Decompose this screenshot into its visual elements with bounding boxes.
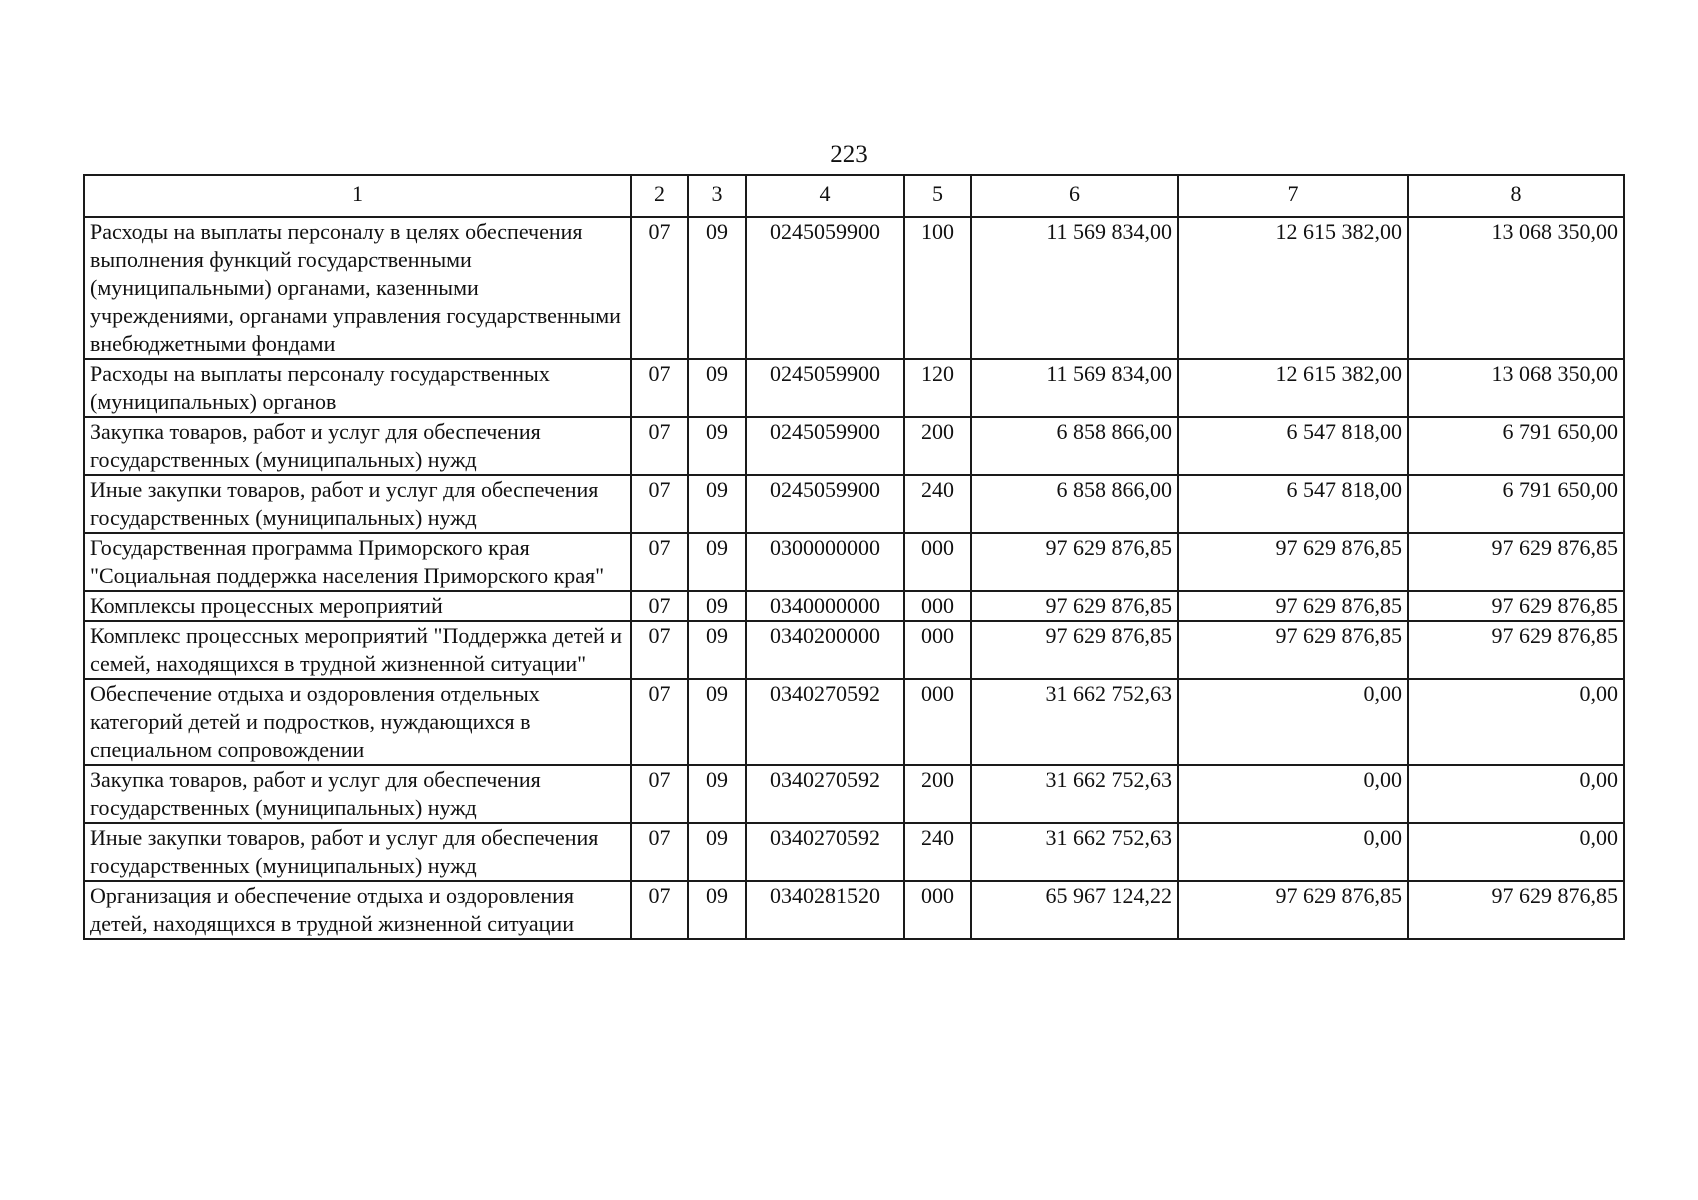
amount-column-6: 11 569 834,00	[971, 359, 1178, 417]
amount-column-7: 97 629 876,85	[1178, 881, 1408, 939]
item-name: Комплекс процессных мероприятий "Поддержка детей и семей, находящихся в трудной жизненной ситуации"	[84, 621, 631, 679]
amount-column-7: 6 547 818,00	[1178, 475, 1408, 533]
target-item-code: 0340270592	[746, 679, 904, 765]
section-code: 07	[631, 679, 688, 765]
target-item-code: 0245059900	[746, 359, 904, 417]
table-row	[84, 679, 1624, 765]
amount-column-7: 12 615 382,00	[1178, 359, 1408, 417]
header-row	[84, 175, 1624, 217]
column-header-2: 2	[631, 175, 688, 217]
column-header-6: 6	[971, 175, 1178, 217]
table-header	[84, 175, 1624, 217]
subsection-code: 09	[688, 621, 746, 679]
amount-column-8: 0,00	[1408, 679, 1624, 765]
target-item-code: 0245059900	[746, 475, 904, 533]
item-name: Комплексы процессных мероприятий	[84, 591, 631, 621]
target-item-code: 0340000000	[746, 591, 904, 621]
amount-column-6: 65 967 124,22	[971, 881, 1178, 939]
table-row	[84, 217, 1624, 359]
target-item-code: 0245059900	[746, 217, 904, 359]
amount-column-7: 6 547 818,00	[1178, 417, 1408, 475]
expense-type-code: 240	[904, 823, 971, 881]
target-item-code: 0300000000	[746, 533, 904, 591]
table-row	[84, 359, 1624, 417]
item-name: Закупка товаров, работ и услуг для обеспечения государственных (муниципальных) нужд	[84, 417, 631, 475]
amount-column-6: 97 629 876,85	[971, 621, 1178, 679]
subsection-code: 09	[688, 765, 746, 823]
table-row	[84, 591, 1624, 621]
column-header-3: 3	[688, 175, 746, 217]
amount-column-7: 0,00	[1178, 823, 1408, 881]
subsection-code: 09	[688, 217, 746, 359]
subsection-code: 09	[688, 359, 746, 417]
section-code: 07	[631, 359, 688, 417]
item-name: Иные закупки товаров, работ и услуг для обеспечения государственных (муниципальных) нужд	[84, 475, 631, 533]
expense-type-code: 000	[904, 533, 971, 591]
target-item-code: 0340270592	[746, 823, 904, 881]
target-item-code: 0340200000	[746, 621, 904, 679]
table-row	[84, 765, 1624, 823]
section-code: 07	[631, 591, 688, 621]
section-code: 07	[631, 881, 688, 939]
subsection-code: 09	[688, 533, 746, 591]
section-code: 07	[631, 417, 688, 475]
item-name: Закупка товаров, работ и услуг для обеспечения государственных (муниципальных) нужд	[84, 765, 631, 823]
expense-type-code: 200	[904, 417, 971, 475]
amount-column-8: 97 629 876,85	[1408, 621, 1624, 679]
column-header-4: 4	[746, 175, 904, 217]
budget-table	[83, 174, 1625, 940]
table-row	[84, 621, 1624, 679]
item-name: Иные закупки товаров, работ и услуг для обеспечения государственных (муниципальных) нужд	[84, 823, 631, 881]
item-name: Обеспечение отдыха и оздоровления отдельных категорий детей и подростков, нуждающихся в специальном сопровождении	[84, 679, 631, 765]
amount-column-8: 97 629 876,85	[1408, 591, 1624, 621]
column-header-7: 7	[1178, 175, 1408, 217]
column-header-1: 1	[84, 175, 631, 217]
item-name: Государственная программа Приморского края "Социальная поддержка населения Приморского края"	[84, 533, 631, 591]
amount-column-8: 97 629 876,85	[1408, 881, 1624, 939]
table-row	[84, 533, 1624, 591]
amount-column-6: 11 569 834,00	[971, 217, 1178, 359]
amount-column-7: 12 615 382,00	[1178, 217, 1408, 359]
amount-column-7: 0,00	[1178, 679, 1408, 765]
subsection-code: 09	[688, 823, 746, 881]
expense-type-code: 200	[904, 765, 971, 823]
column-header-5: 5	[904, 175, 971, 217]
subsection-code: 09	[688, 881, 746, 939]
expense-type-code: 000	[904, 621, 971, 679]
item-name: Расходы на выплаты персоналу государственных (муниципальных) органов	[84, 359, 631, 417]
section-code: 07	[631, 475, 688, 533]
item-name: Организация и обеспечение отдыха и оздоровления детей, находящихся в трудной жизненной ситуации	[84, 881, 631, 939]
amount-column-6: 31 662 752,63	[971, 679, 1178, 765]
expense-type-code: 240	[904, 475, 971, 533]
subsection-code: 09	[688, 417, 746, 475]
item-name: Расходы на выплаты персоналу в целях обеспечения выполнения функций государственными (муниципальными) органами, казенными учреждениями, органами управления государственными внебюджетными фондами	[84, 217, 631, 359]
amount-column-7: 0,00	[1178, 765, 1408, 823]
amount-column-8: 0,00	[1408, 765, 1624, 823]
amount-column-8: 13 068 350,00	[1408, 359, 1624, 417]
amount-column-6: 97 629 876,85	[971, 591, 1178, 621]
expense-type-code: 120	[904, 359, 971, 417]
target-item-code: 0245059900	[746, 417, 904, 475]
amount-column-6: 31 662 752,63	[971, 765, 1178, 823]
section-code: 07	[631, 823, 688, 881]
amount-column-8: 97 629 876,85	[1408, 533, 1624, 591]
expense-type-code: 000	[904, 881, 971, 939]
table-row	[84, 881, 1624, 939]
column-header-8: 8	[1408, 175, 1624, 217]
section-code: 07	[631, 621, 688, 679]
amount-column-7: 97 629 876,85	[1178, 533, 1408, 591]
amount-column-6: 6 858 866,00	[971, 475, 1178, 533]
table-row	[84, 475, 1624, 533]
amount-column-7: 97 629 876,85	[1178, 621, 1408, 679]
subsection-code: 09	[688, 679, 746, 765]
target-item-code: 0340281520	[746, 881, 904, 939]
subsection-code: 09	[688, 475, 746, 533]
amount-column-6: 6 858 866,00	[971, 417, 1178, 475]
target-item-code: 0340270592	[746, 765, 904, 823]
section-code: 07	[631, 765, 688, 823]
section-code: 07	[631, 217, 688, 359]
amount-column-6: 31 662 752,63	[971, 823, 1178, 881]
table-row	[84, 823, 1624, 881]
amount-column-6: 97 629 876,85	[971, 533, 1178, 591]
table-row	[84, 417, 1624, 475]
amount-column-8: 0,00	[1408, 823, 1624, 881]
expense-type-code: 000	[904, 591, 971, 621]
subsection-code: 09	[688, 591, 746, 621]
page-number: 223	[830, 141, 868, 168]
expense-type-code: 000	[904, 679, 971, 765]
section-code: 07	[631, 533, 688, 591]
amount-column-8: 6 791 650,00	[1408, 417, 1624, 475]
amount-column-7: 97 629 876,85	[1178, 591, 1408, 621]
expense-type-code: 100	[904, 217, 971, 359]
amount-column-8: 6 791 650,00	[1408, 475, 1624, 533]
table-body	[84, 217, 1624, 939]
amount-column-8: 13 068 350,00	[1408, 217, 1624, 359]
